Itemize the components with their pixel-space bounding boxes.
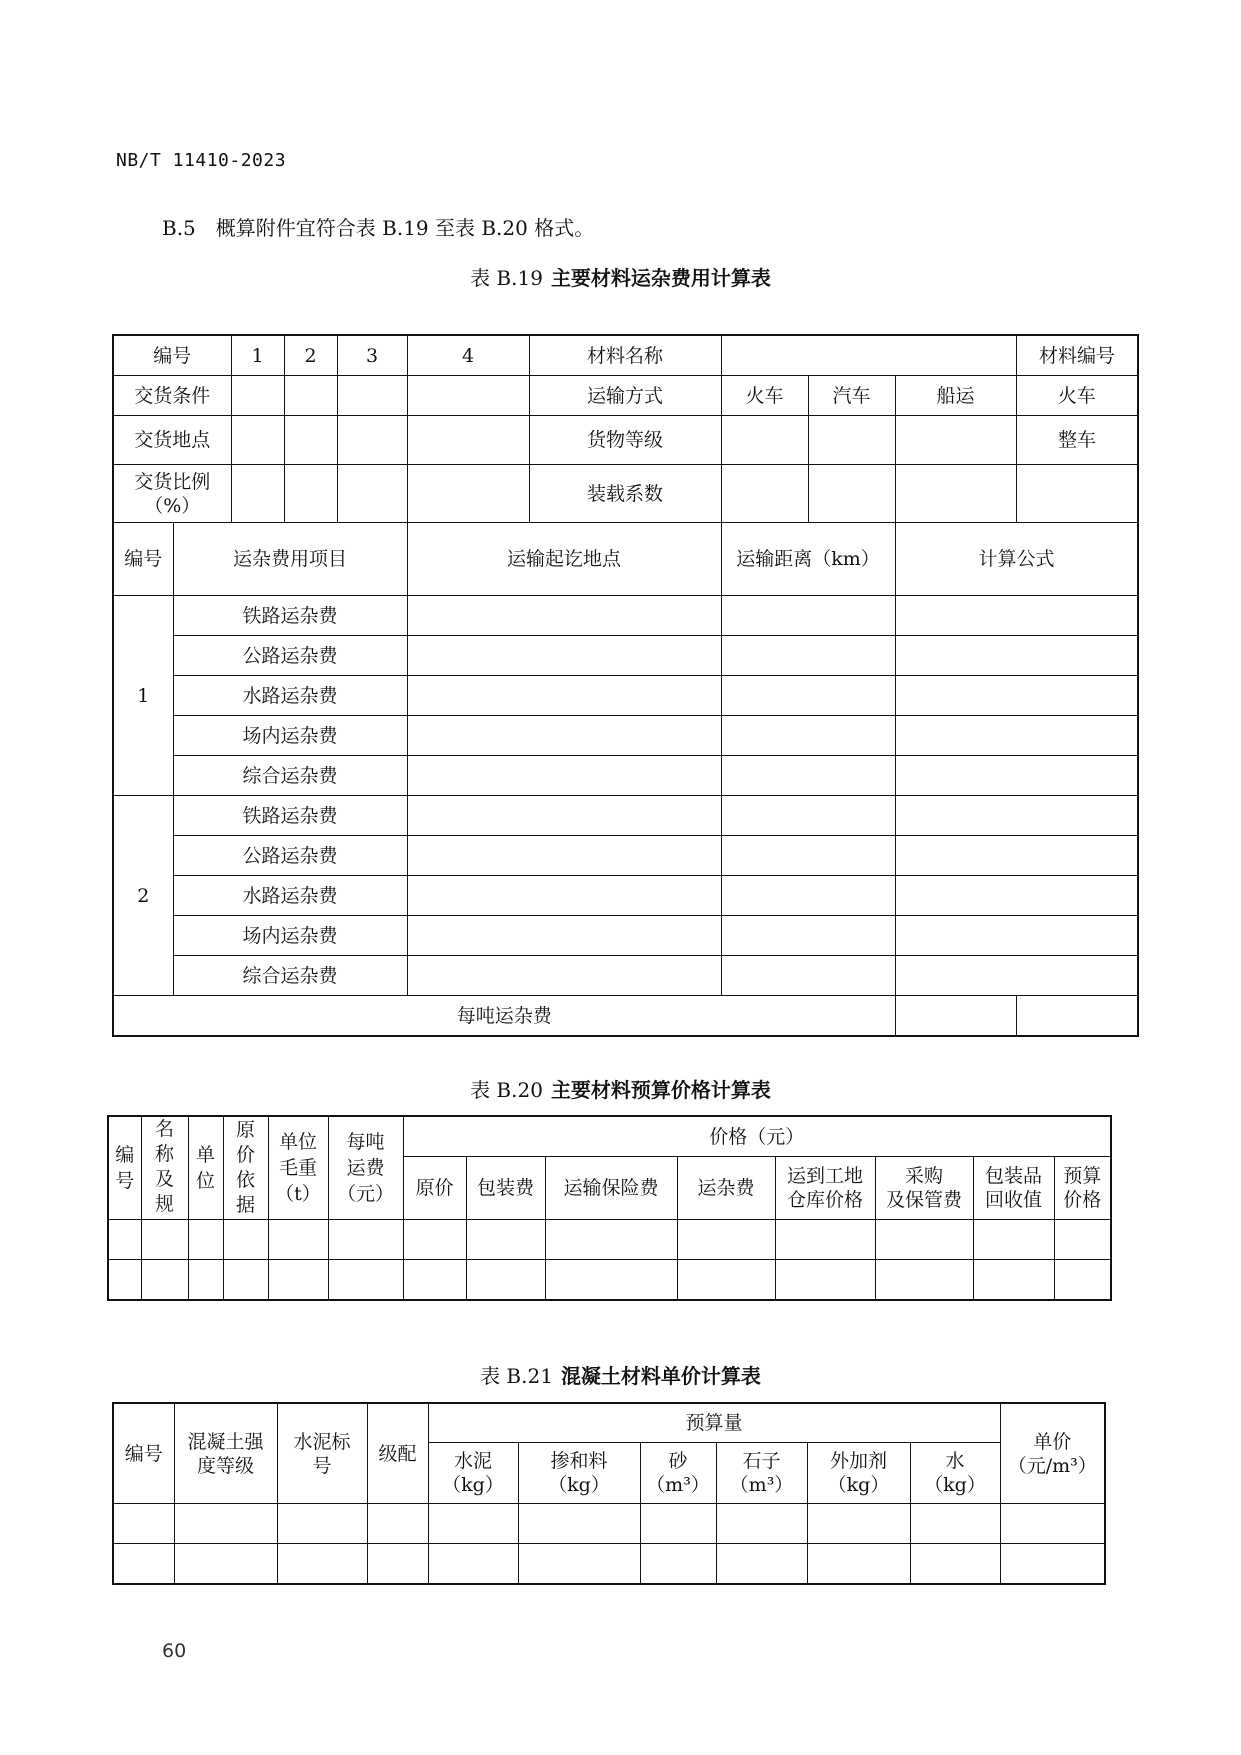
- cell: [337, 416, 407, 465]
- table-b21: [112, 1402, 1106, 1585]
- cell: [141, 1220, 188, 1260]
- cell: [640, 1544, 716, 1585]
- cell: [223, 1220, 268, 1260]
- cell: [174, 1504, 277, 1544]
- cell: 交货比例 （%）: [113, 465, 231, 523]
- t20-head-row-1: [108, 1116, 1111, 1157]
- cell: [677, 1220, 775, 1260]
- cell: [407, 956, 721, 996]
- col-header: 混凝土强 度等级: [174, 1403, 277, 1504]
- col-header: 石子 （m³）: [716, 1443, 807, 1504]
- table-row: [113, 916, 1138, 956]
- cell: 交货条件: [113, 376, 231, 416]
- cell: [1054, 1220, 1111, 1260]
- cell: [403, 1220, 466, 1260]
- cell: 火车: [1016, 376, 1138, 416]
- cell: [407, 465, 529, 523]
- cell: [188, 1260, 223, 1301]
- cell: [721, 876, 895, 916]
- cell: [895, 916, 1138, 956]
- cell: [895, 756, 1138, 796]
- col-header: 每吨 运费 （元）: [328, 1116, 403, 1220]
- group-number: 2: [113, 796, 173, 996]
- cell: [518, 1504, 640, 1544]
- cell: [807, 1544, 910, 1585]
- table-b19: [112, 334, 1139, 1037]
- cell: [895, 956, 1138, 996]
- cell: 装载系数: [529, 465, 721, 523]
- cell: [677, 1260, 775, 1301]
- cell: [895, 876, 1138, 916]
- cell: [895, 416, 1016, 465]
- cell: 船运: [895, 376, 1016, 416]
- cell: [875, 1260, 973, 1301]
- table-row: [113, 756, 1138, 796]
- cell: 2: [284, 335, 337, 376]
- cell: [545, 1260, 677, 1301]
- cell: 编号: [113, 335, 231, 376]
- cell: 1: [231, 335, 284, 376]
- cell: [775, 1220, 875, 1260]
- cell: 材料编号: [1016, 335, 1138, 376]
- cell: [895, 716, 1138, 756]
- col-header: 预算 价格: [1054, 1157, 1111, 1220]
- cell: [716, 1504, 807, 1544]
- col-header: 单位 毛重 （t）: [268, 1116, 328, 1220]
- col-header: 掺和料 （kg）: [518, 1443, 640, 1504]
- page-number: 60: [162, 1640, 187, 1662]
- cell: [268, 1220, 328, 1260]
- cell: [721, 465, 808, 523]
- table-row: [113, 876, 1138, 916]
- col-header: 级配: [367, 1403, 428, 1504]
- cell: [407, 756, 721, 796]
- col-header: 外加剂 （kg）: [807, 1443, 910, 1504]
- cell: [640, 1504, 716, 1544]
- footer-label: 每吨运杂费: [113, 996, 895, 1037]
- table-row: [113, 716, 1138, 756]
- cell: [808, 416, 895, 465]
- col-header: 计算公式: [895, 523, 1138, 596]
- cell: [231, 376, 284, 416]
- t19-row-1: [113, 335, 1138, 376]
- cell: [231, 465, 284, 523]
- group-number: 1: [113, 596, 173, 796]
- cell: [721, 916, 895, 956]
- table-row: [113, 1504, 1105, 1544]
- cell: [337, 376, 407, 416]
- item-label: 水路运杂费: [173, 676, 407, 716]
- col-header: 原 价 依 据: [223, 1116, 268, 1220]
- table-b19-caption: [0, 262, 1241, 291]
- intro-paragraph: [162, 212, 594, 241]
- cell: [367, 1504, 428, 1544]
- col-header: 运到工地 仓库价格: [775, 1157, 875, 1220]
- cell: [807, 1504, 910, 1544]
- cell: [721, 676, 895, 716]
- cell: [407, 376, 529, 416]
- cell: [721, 796, 895, 836]
- cell: 交货地点: [113, 416, 231, 465]
- cell: [407, 836, 721, 876]
- cell: 汽车: [808, 376, 895, 416]
- item-label: 综合运杂费: [173, 956, 407, 996]
- cell: [328, 1260, 403, 1301]
- item-label: 综合运杂费: [173, 756, 407, 796]
- t19-row-4: [113, 465, 1138, 523]
- cell: [895, 796, 1138, 836]
- col-header: 水泥标 号: [277, 1403, 367, 1504]
- table-row: [113, 1544, 1105, 1585]
- cell: [808, 465, 895, 523]
- t19-footer-row: [113, 996, 1138, 1037]
- cell: [716, 1544, 807, 1585]
- document-id: NB/T 11410-2023: [116, 150, 287, 171]
- table-row: [108, 1260, 1111, 1301]
- col-header: 采购 及保管费: [875, 1157, 973, 1220]
- cell: [895, 465, 1016, 523]
- t19-row-3: [113, 416, 1138, 465]
- cell: [721, 636, 895, 676]
- section-number: B.5: [162, 216, 196, 240]
- cell: [1000, 1504, 1105, 1544]
- cell: [1054, 1260, 1111, 1301]
- cell: 3: [337, 335, 407, 376]
- item-label: 公路运杂费: [173, 836, 407, 876]
- table-row: [113, 836, 1138, 876]
- cell: [895, 596, 1138, 636]
- table-row: [113, 596, 1138, 636]
- col-header: 包装费: [466, 1157, 545, 1220]
- cell: [141, 1260, 188, 1301]
- cell: [466, 1260, 545, 1301]
- cell: [407, 716, 721, 756]
- cell: [407, 796, 721, 836]
- cell: [403, 1260, 466, 1301]
- caption-title: 主要材料运杂费用计算表: [550, 266, 771, 290]
- cell: 整车: [1016, 416, 1138, 465]
- cell: [277, 1544, 367, 1585]
- item-label: 水路运杂费: [173, 876, 407, 916]
- cell: [223, 1260, 268, 1301]
- cell: [721, 756, 895, 796]
- caption-title: 主要材料预算价格计算表: [550, 1078, 771, 1102]
- item-label: 场内运杂费: [173, 716, 407, 756]
- cell: [407, 636, 721, 676]
- cell: [721, 716, 895, 756]
- cell: [428, 1544, 518, 1585]
- col-group-header: 价格（元）: [403, 1116, 1111, 1157]
- cell: [721, 596, 895, 636]
- col-header: 运输距离（km）: [721, 523, 895, 596]
- cell: 运输方式: [529, 376, 721, 416]
- cell: [910, 1504, 1000, 1544]
- cell: [277, 1504, 367, 1544]
- cell: 4: [407, 335, 529, 376]
- cell: [875, 1220, 973, 1260]
- col-header: 编号: [113, 1403, 174, 1504]
- cell: [775, 1260, 875, 1301]
- item-label: 公路运杂费: [173, 636, 407, 676]
- cell: [108, 1260, 141, 1301]
- col-header: 运杂费用项目: [173, 523, 407, 596]
- item-label: 铁路运杂费: [173, 796, 407, 836]
- caption-number: 表 B.21: [480, 1364, 553, 1388]
- col-header: 运杂费: [677, 1157, 775, 1220]
- caption-number: 表 B.20: [470, 1078, 543, 1102]
- cell: 货物等级: [529, 416, 721, 465]
- intro-text: 概算附件宜符合表 B.19 至表 B.20 格式。: [215, 216, 595, 240]
- item-label: 场内运杂费: [173, 916, 407, 956]
- col-header: 运输保险费: [545, 1157, 677, 1220]
- cell: [367, 1544, 428, 1585]
- cell: [895, 676, 1138, 716]
- col-header: 砂 （m³）: [640, 1443, 716, 1504]
- cell: [407, 676, 721, 716]
- cell: [407, 416, 529, 465]
- table-row: [113, 796, 1138, 836]
- col-header: 名 称 及 规: [141, 1116, 188, 1220]
- cell: [721, 416, 808, 465]
- cell: [188, 1220, 223, 1260]
- cell: [545, 1220, 677, 1260]
- col-header: 编号: [113, 523, 173, 596]
- col-header: 水 （kg）: [910, 1443, 1000, 1504]
- cell: [1016, 465, 1138, 523]
- t19-row-2: [113, 376, 1138, 416]
- cell: [108, 1220, 141, 1260]
- t21-head-row-1: [113, 1403, 1105, 1443]
- cell: [407, 916, 721, 956]
- cell: [1016, 996, 1138, 1037]
- cell: 火车: [721, 376, 808, 416]
- cell: [174, 1544, 277, 1585]
- table-b20: [107, 1115, 1112, 1301]
- cell: [518, 1544, 640, 1585]
- col-header: 单 位: [188, 1116, 223, 1220]
- cell: [284, 376, 337, 416]
- caption-title: 混凝土材料单价计算表: [560, 1364, 761, 1388]
- cell: [407, 596, 721, 636]
- col-header: 单价 （元/m³）: [1000, 1403, 1105, 1504]
- cell: 材料名称: [529, 335, 721, 376]
- table-b20-caption: [0, 1074, 1241, 1103]
- cell: [721, 956, 895, 996]
- table-row: [108, 1220, 1111, 1260]
- cell: [895, 836, 1138, 876]
- col-header: 编 号: [108, 1116, 141, 1220]
- cell: [231, 416, 284, 465]
- cell: [895, 636, 1138, 676]
- cell: [284, 465, 337, 523]
- cell: [328, 1220, 403, 1260]
- table-row: [113, 676, 1138, 716]
- item-label: 铁路运杂费: [173, 596, 407, 636]
- cell: [973, 1220, 1054, 1260]
- col-header: 水泥 （kg）: [428, 1443, 518, 1504]
- col-group-header: 预算量: [428, 1403, 1000, 1443]
- table-row: [113, 956, 1138, 996]
- cell: [466, 1220, 545, 1260]
- cell: [407, 876, 721, 916]
- col-header: 运输起讫地点: [407, 523, 721, 596]
- cell: [973, 1260, 1054, 1301]
- cell: [428, 1504, 518, 1544]
- cell: [1000, 1544, 1105, 1585]
- cell: [268, 1260, 328, 1301]
- cell: [910, 1544, 1000, 1585]
- cell: [721, 335, 1016, 376]
- col-header: 包装品 回收值: [973, 1157, 1054, 1220]
- cell: [113, 1504, 174, 1544]
- col-header: 原价: [403, 1157, 466, 1220]
- cell: [337, 465, 407, 523]
- cell: [113, 1544, 174, 1585]
- cell: [895, 996, 1016, 1037]
- cell: [721, 836, 895, 876]
- table-row: [113, 636, 1138, 676]
- table-b21-caption: [0, 1360, 1241, 1389]
- t19-head-row: [113, 523, 1138, 596]
- caption-number: 表 B.19: [470, 266, 543, 290]
- cell: [284, 416, 337, 465]
